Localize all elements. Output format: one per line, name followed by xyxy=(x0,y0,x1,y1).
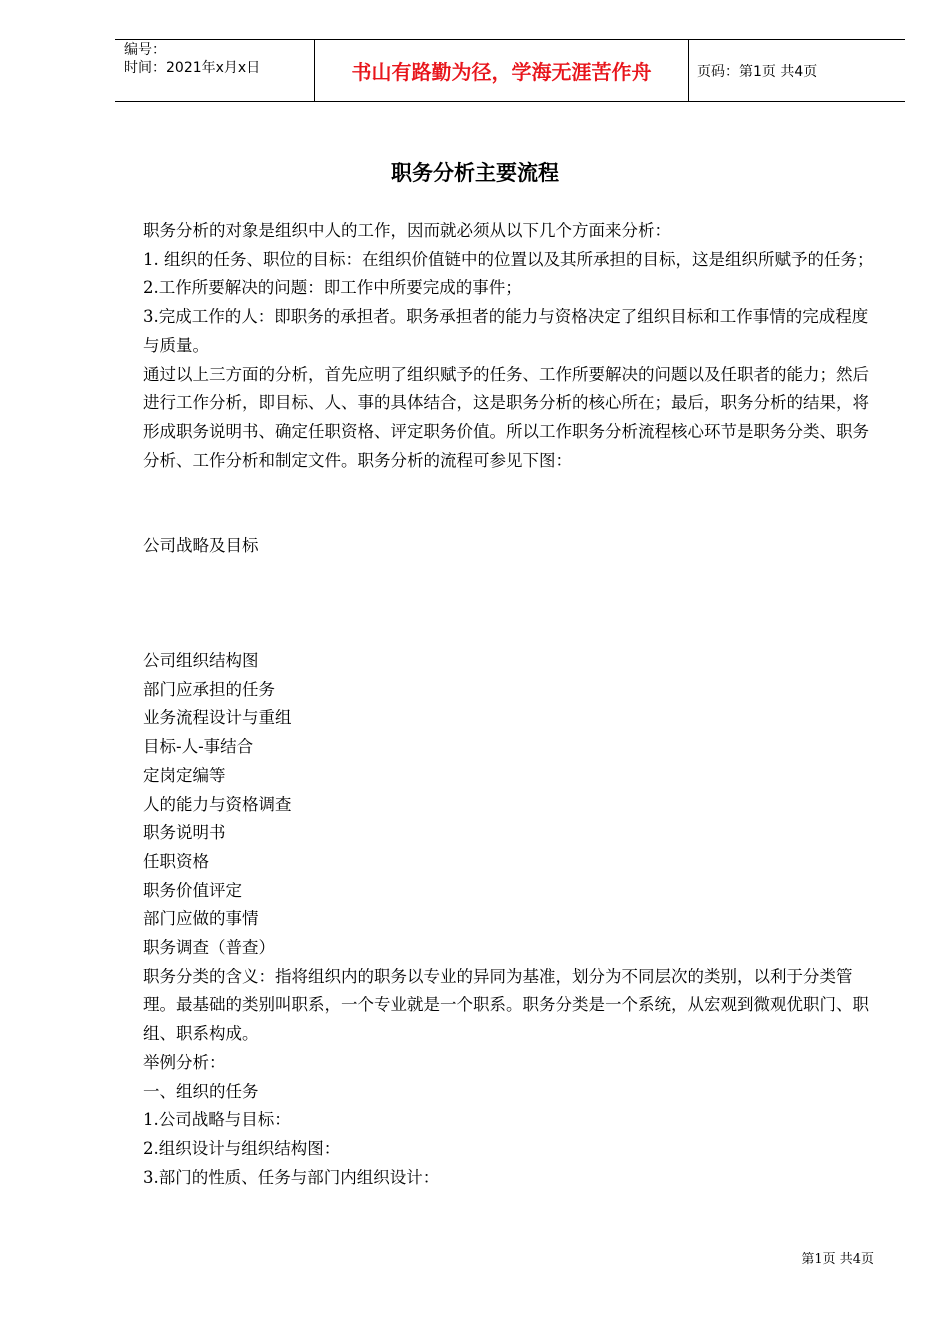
header-meta xyxy=(115,40,315,101)
section-heading: 一、组织的任务 xyxy=(143,1081,259,1101)
page-footer: 第1页 共4页 xyxy=(801,1252,874,1267)
paragraph: 3.完成工作的人：即职务的承担者。职务承担者的能力与资格决定了组织目标和工作事情的完成程度与质量。 xyxy=(143,307,869,355)
flow-item: 公司组织结构图 xyxy=(143,651,259,671)
flow-item: 公司战略及目标 xyxy=(143,536,259,556)
paragraph: 职务分类的含义：指将组织内的职务以专业的异同为基准，划分为不同层次的类别，以利于分类管理。最基础的类别叫职系，一个专业就是一个职系。职务分类是一个系统，从宏观到微观优职门、职组、职系构成。 xyxy=(143,966,869,1044)
flow-item: 人的能力与资格调查 xyxy=(143,794,292,814)
flow-item: 职务说明书 xyxy=(143,823,226,843)
paragraph: 职务分析的对象是组织中人的工作，因而就必须从以下几个方面来分析： xyxy=(143,221,671,240)
flow-item: 定岗定编等 xyxy=(143,765,226,785)
page-header xyxy=(115,39,905,102)
flow-item: 任职资格 xyxy=(143,851,209,871)
time-label: 时间：2021年x月x日 xyxy=(124,60,261,76)
number-label: 编号： xyxy=(124,42,166,58)
document-body xyxy=(143,217,883,1192)
paragraph: 2.工作所要解决的问题：即工作中所要完成的事件； xyxy=(143,278,522,298)
header-motto: 书山有路勤为径，学海无涯苦作舟 xyxy=(315,40,689,101)
document-title: 职务分析主要流程 xyxy=(391,161,559,185)
flow-item: 职务价值评定 xyxy=(143,880,242,900)
paragraph: 2.组织设计与组织结构图： xyxy=(143,1138,341,1158)
paragraph: 1.公司战略与目标： xyxy=(143,1110,291,1130)
paragraph: 1. 组织的任务、职位的目标：在组织价值链中的位置以及其所承担的目标，这是组织所赋予的任务； xyxy=(143,249,874,269)
flow-item: 目标-人-事结合 xyxy=(143,737,254,757)
paragraph: 3.部门的性质、任务与部门内组织设计： xyxy=(143,1167,440,1187)
flow-item: 部门应承担的任务 xyxy=(143,679,275,699)
flow-item: 业务流程设计与重组 xyxy=(143,708,292,728)
paragraph: 通过以上三方面的分析，首先应明了组织赋予的任务、工作所要解决的问题以及任职者的能力；然后进行工作分析，即目标、人、事的具体结合，这是职务分析的核心所在；最后，职务分析的结果，将形成职务说明书、确定任职资格、评定职务价值。所以工作职务分析流程核心环节是职务分类、职务分析、工作分析和制定文件。职务分析的流程可参见下图： xyxy=(143,364,869,470)
flow-item: 部门应做的事情 xyxy=(143,909,259,929)
paragraph: 举例分析： xyxy=(143,1052,226,1072)
flow-item: 职务调查（普查） xyxy=(143,938,275,958)
header-page-number: 页码：第1页 共4页 xyxy=(697,63,818,80)
